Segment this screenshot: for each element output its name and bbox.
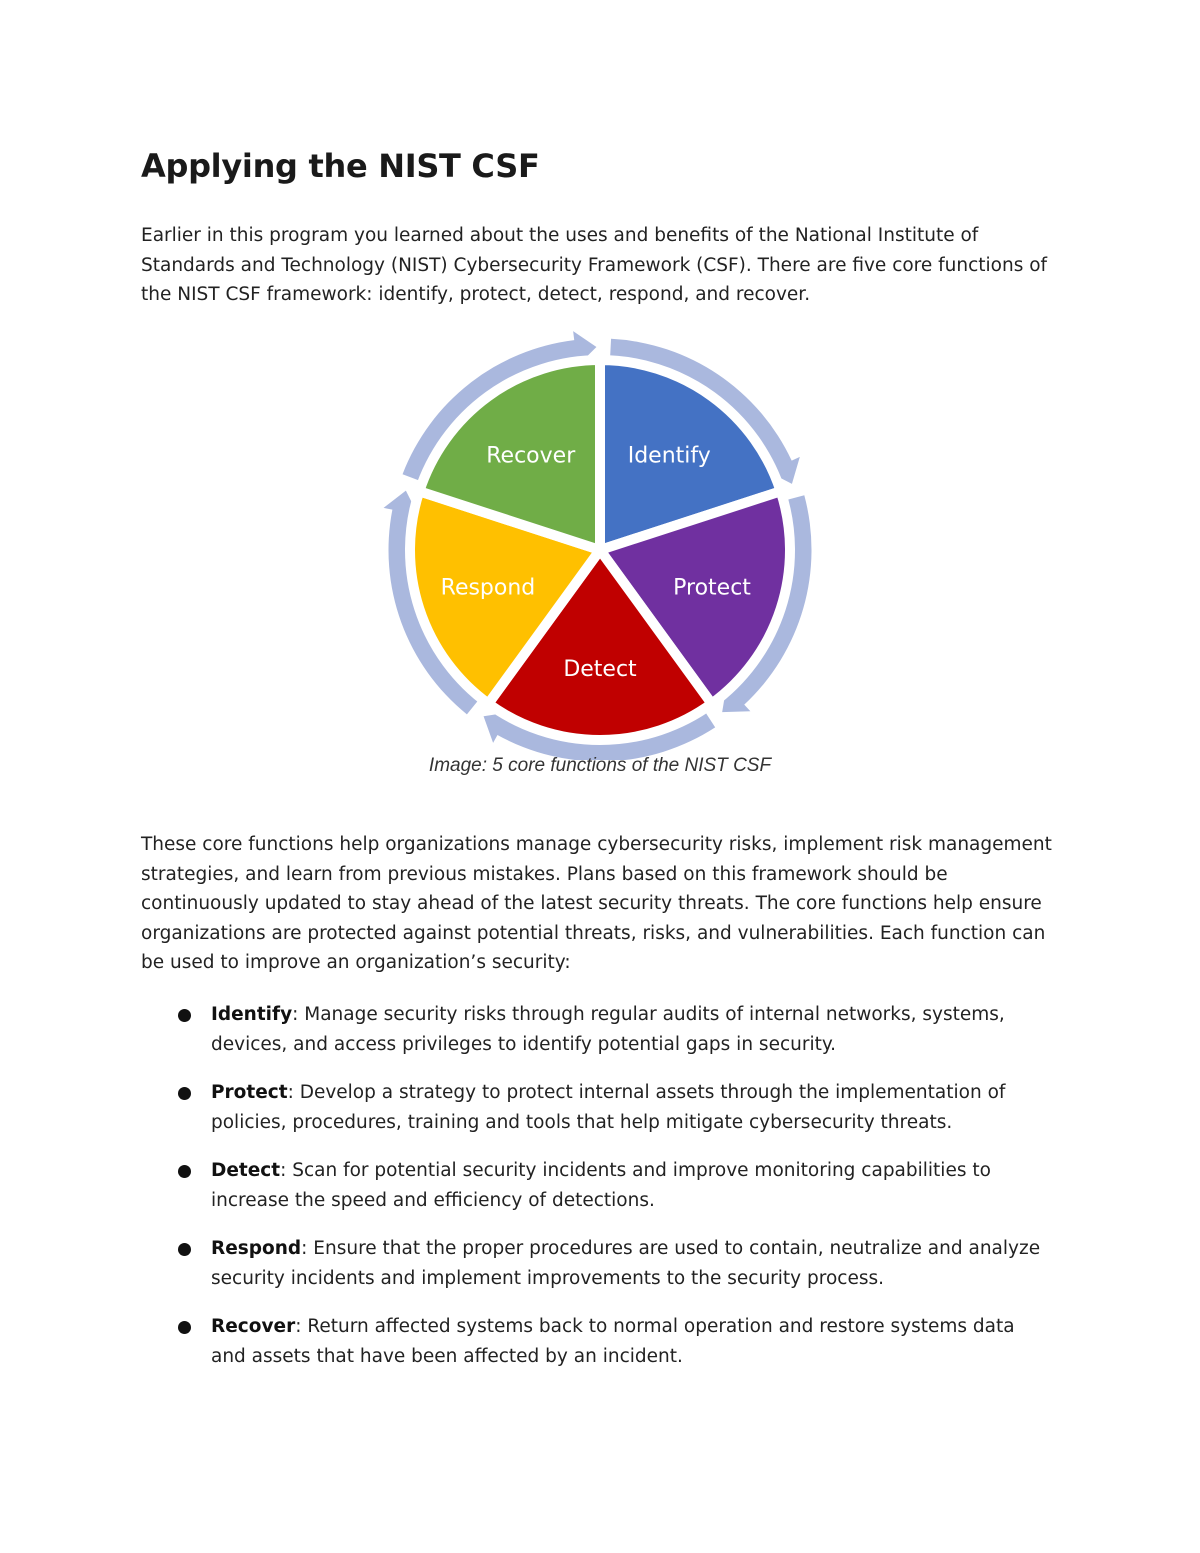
function-term: Respond	[211, 1238, 302, 1259]
list-item-detect	[175, 1156, 1055, 1215]
function-term: Recover	[211, 1316, 296, 1337]
segment-label-detect: Detect	[563, 656, 637, 682]
list-item-recover	[175, 1312, 1055, 1371]
function-description: : Develop a strategy to protect internal assets through the implementation of policies, procedures, training and tools that help mitigate cybersecurity threats.	[211, 1082, 1006, 1133]
list-item-protect	[175, 1078, 1055, 1137]
segment-label-identify: Identify	[627, 443, 711, 469]
function-description: : Scan for potential security incidents and improve monitoring capabilities to increase the speed and efficiency of detections.	[211, 1160, 991, 1211]
list-item-identify	[175, 1000, 1055, 1059]
list-item-respond	[175, 1234, 1055, 1293]
page-title: Applying the NIST CSF	[141, 147, 540, 185]
bullet-icon	[178, 1243, 191, 1256]
function-term: Protect	[211, 1082, 288, 1103]
function-term: Identify	[211, 1004, 293, 1025]
segment-label-recover: Recover	[486, 443, 576, 469]
intro-paragraph: Earlier in this program you learned about the uses and benefits of the National Institute of Standards and Technology (NIST) Cybersecurity Framework (CSF). There are five core functions of the NIST CSF framework: identify, protect, detect, respond, and recover.	[141, 225, 1048, 305]
bullet-icon	[178, 1165, 191, 1178]
function-term: Detect	[211, 1160, 281, 1181]
segment-label-protect: Protect	[673, 575, 751, 601]
segment-label-respond: Respond	[440, 575, 536, 601]
body-paragraph: These core functions help organizations manage cybersecurity risks, implement risk management strategies, and learn from previous mistakes. Plans based on this framework should be continuously updated to stay ahead of the latest security threats. The core functions help ensure organizations are protected against potential threats, risks, and vulnerabilities. Each function can be used to improve an organization’s security:	[141, 834, 1052, 973]
nist-csf-diagram	[360, 330, 840, 760]
functions-list	[175, 1000, 1055, 1390]
bullet-icon	[178, 1321, 191, 1334]
function-description: : Return affected systems back to normal operation and restore systems data and assets that have been affected by an incident.	[211, 1316, 1015, 1367]
function-description: : Manage security risks through regular audits of internal networks, systems, devices, and access privileges to identify potential gaps in security.	[211, 1004, 1005, 1055]
diagram-caption: Image: 5 core functions of the NIST CSF	[428, 755, 772, 776]
bullet-icon	[178, 1087, 191, 1100]
function-description: : Ensure that the proper procedures are used to contain, neutralize and analyze security incidents and implement improvements to the security process.	[211, 1238, 1041, 1289]
bullet-icon	[178, 1009, 191, 1022]
